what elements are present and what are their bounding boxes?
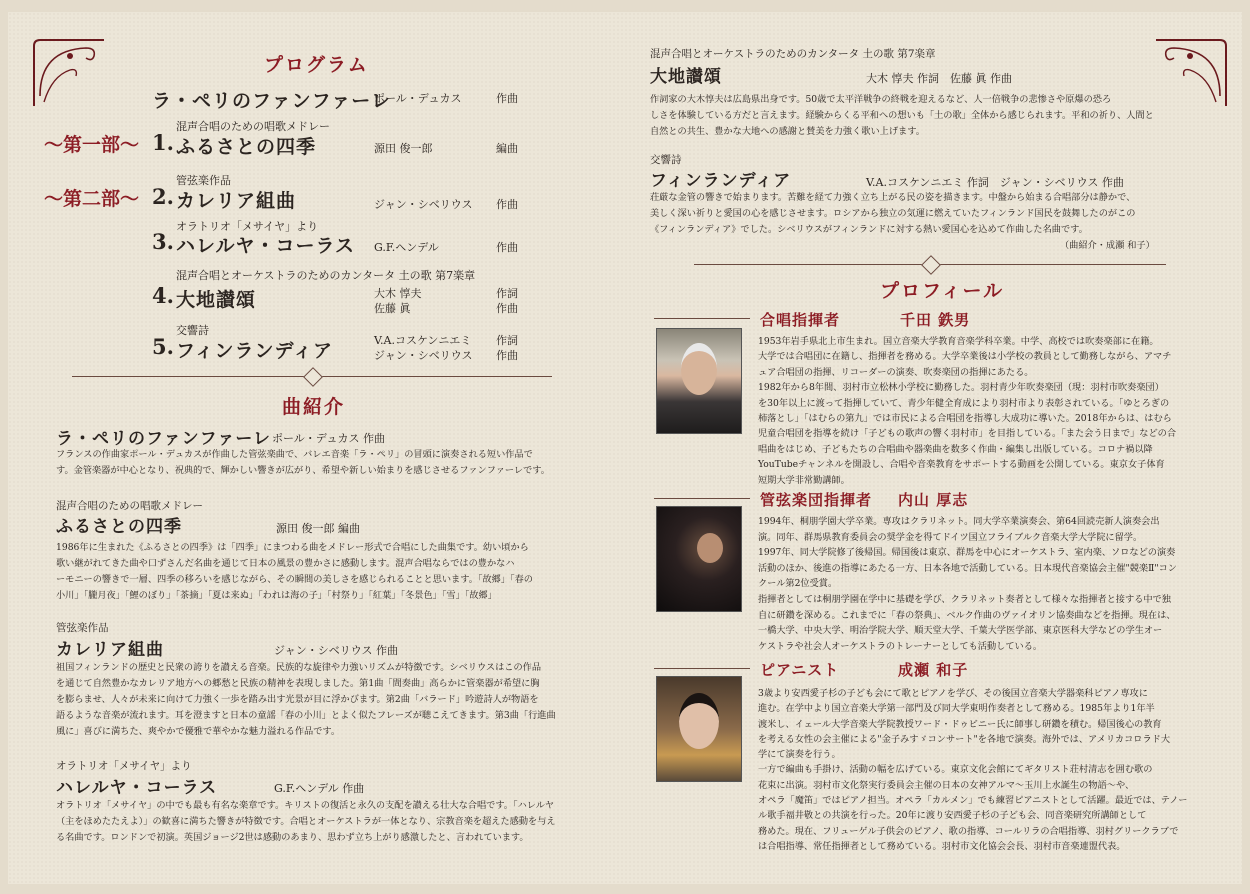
program-item-composer: V.A.コスケンニエミ [374, 334, 472, 347]
intro-piece-text: フランスの作曲家ポール・デュカスが作曲した管弦楽曲で、バレエ音楽「ラ・ペリ」の冒頭に演奏される短い作品で す。金管楽器が中心となり、祝典的で、輝かしい響きが広がり、希望や新しい始まりを感じさせるファンファーレです。 [56, 449, 550, 476]
intro-piece-text: 祖国フィンランドの歴史と民衆の誇りを讃える音楽。民族的な旋律や力強いリズムが特徴です。シベリウスはこの作品 を通じて自然豊かなカレリア地方への郷愁と民族の精神を表現しました。第1曲「間奏曲」高らかに管楽器が希望に胸 を膨らませ、人々が未来に向けて力強く一歩を踏み出す光景が目に浮かびます。第2曲「バラード」吟遊詩人が物語を 語るような音楽が流れます。耳を澄ますと日本の童謡「春の小川」とよく似たフレーズが聴こえてきます。第3曲「行進曲 風に」喜びに満ちた、爽やかで優雅で華やかな魅力溢れる作品です。 [56, 662, 556, 737]
profile-text: 1994年、桐朋学園大学卒業。専攻はクラリネット。同大学卒業演奏会、第64回読売新人演奏会出 演。同年、群馬県教育委員会の奨学金を得てドイツ国立フライブルク音楽大学大学院に留学。 1997年、同大学院修了後帰国。帰国後は東京、群馬を中心にオーケストラ、室内楽、ソロなどの演奏 活動のほか、後進の指導にあたる一方、日本各地で活動している。日本現代音楽協会主催"競楽Ⅱ"コン クール第2位受賞。 指揮者としては桐朋学園在学中に基礎を学び、クラリネット奏者として様々な指揮者と接する中で独 自に研鑽を深める。これまでに「春の祭典」、ベルク作曲のヴァイオリン協奏曲などを指揮。現在は、 一橋大学、中央大学、明治学院大学、順天堂大学、千葉大学医学部、東京医科大学などの学生オー ケストラや社会人オーケストラのトレーナーとしても活動している。 [758, 516, 1177, 652]
program-item-role: 編曲 [496, 142, 518, 155]
intro-piece-title: ふるさとの四季 [56, 517, 182, 537]
profile-name: 千田 鉄男 [900, 311, 971, 329]
intro-piece-sub: 交響詩 [650, 154, 682, 166]
profile-rule [654, 498, 750, 499]
program-item-num: 1. [152, 130, 174, 155]
conductor-photo [656, 328, 742, 434]
intro-piece-credit: 大木 惇夫 作詞 佐藤 眞 作曲 [866, 72, 1012, 85]
profile-role: 合唱指揮者 [760, 311, 841, 329]
program-item-composer: 源田 俊一郎 [374, 142, 433, 155]
program-item-sub: オラトリオ「メサイヤ」より [176, 220, 319, 233]
program-item-role: 作曲 [496, 198, 518, 211]
corner-ornament-top-left-icon [30, 36, 110, 111]
intro-piece-text: 1986年に生まれた《ふるさとの四季》は「四季」にまつわる曲をメドレー形式で合唱にした曲集です。幼い頃から 歌い継がれてきた曲や口ずさんだ名曲を通じて日本の風景の豊かさに感動します。混声合唱ならではの豊かなハ ーモニーの響きで一層、四季の移ろいを感じながら、その瞬間の美しさを感じられることと思います。「故郷」「春の 小川」「朧月夜」「鯉のぼり」「茶摘」「夏は来ぬ」「われは海の子」「村祭り」「紅葉」「冬景色」「雪」「故郷」 [56, 542, 533, 601]
intro-piece-text: オラトリオ「メサイヤ」の中でも最も有名な楽章です。キリストの復活と永久の支配を讃える壮大な合唱です。「ハレルヤ （主をほめたたえよ）」の歓喜に満ちた響きが特徴です。合唱とオーケストラが一体となり、宗教音楽を超えた感動を与え る名曲です。ロンドンで初演。英国ジョージ2世は感動のあまり、思わず立ち上がり感激したと、言われています。 [56, 800, 556, 843]
intro-piece-title: 大地讃頌 [650, 67, 722, 87]
profile-heading: プロフィール [880, 280, 1005, 302]
program-item-composer: G.F.ヘンデル [374, 241, 439, 254]
program-item-num: 4. [152, 283, 174, 308]
program-heading: プログラム [264, 54, 369, 76]
profile-text: 3歳より安西愛子杉の子ども会にて歌とピアノを学び、その後国立音楽大学器楽科ピアノ専攻に 進む。在学中より国立音楽大学第一部門及び同大学東明作奏者として務める。1985年より1年半 渡米し、イェール大学音楽大学院教授ワード・ドゥビニー氏に師事し研鑽を積む。帰国後心の教育 を考える女性の会主催による"金子みすゞコンサート"を各地で演奏。海外では、アメリカコロラド大 学にて演奏を行う。 一方で編曲も手掛け、活動の幅を広げている。東京文化会館にてギタリスト荘村清志を囲む歌の 花束に出演。羽村市文化祭実行委員会主催の日本の女神アルマ〜玉川上水誕生の物語〜や、 オペラ「魔笛」ではピアノ担当。オペラ「カルメン」でも練習ピアニストとして活躍。最近では、テノー ル歌手福井敬との共演を行った。20年に渡り安西愛子杉の子ども会、同音楽研究所講師として 務めた。現在、フリューゲル子供会のピアノ、歌の指導、コールリラの合唱指導、羽村グリークラブで は合唱指導、常任指揮者として務めている。羽村市文化協会会長、羽村市音楽連盟代表。 [758, 688, 1188, 852]
profile-role: 管弦楽団指揮者 [760, 491, 873, 509]
program-item-role2: 作曲 [496, 302, 518, 315]
profile-text: 1953年岩手県北上市生まれ。国立音楽大学教育音楽学科卒業。中学、高校では吹奏楽部に在籍。 大学では合唱団に在籍し、指揮者を務める。大学卒業後は小学校の教員として勤務しながら、アマチ ュア合唱団の指揮、リコーダーの演奏、吹奏楽団の指揮にあたる。 1982年から8年間、羽村市立松林小学校に勤務した。羽村青少年吹奏楽団（現：羽村市吹奏楽団） を30年以上に渡って指揮していて、青少年健全育成により羽村市より表彰されている。「ゆとろぎの 柿落とし」「はむらの第九」では市民による合唱団を指導し大成功に導いた。2018年からは、はむら 児童合唱団を指導を続け「子どもの歌声の響く羽村市」を目指している。「また会う日まで」などの合 唱曲をはじめ、子どもたちの合唱曲や器楽曲を数多く作曲・編集し出版している。コロナ禍以降 YouTubeチャンネルを開設し、合唱や音楽教育をサポートする動画を公開している。東京女子体育 短期大学非常勤講師。 [758, 336, 1177, 486]
program-item-role: 作詞 [496, 287, 518, 300]
intro-piece-credit: ジャン・シベリウス 作曲 [274, 644, 398, 657]
intro-piece-title: フィンランディア [650, 171, 792, 191]
intro-piece-sub: 管弦楽作品 [56, 622, 109, 634]
program-item-sub: 管弦楽作品 [176, 174, 231, 187]
intro-piece-credit: 源田 俊一郎 編曲 [276, 522, 360, 535]
program-item-title: ふるさとの四季 [176, 136, 317, 158]
intro-piece-text: 荘厳な金管の響きで始まります。苦難を経て力強く立ち上がる民の姿を描きます。中盤から始まる合唱部分は静かで、 美しく深い祈りと愛国の心を感じさせます。ロシアから独立の気運に燃えていたフィンランド国民を鼓舞したのがこの 《フィンランディア》でした。シベリウスがフィンランドに対する熱い愛国心を込めて作曲した名曲です。 [650, 192, 1136, 235]
intro-credit: （曲紹介・成瀬 和子） [1060, 240, 1155, 251]
intro-piece-sub: 混声合唱のための唱歌メドレー [56, 500, 203, 512]
program-item-num: 3. [152, 229, 174, 254]
intro-piece-text: 作詞家の大木惇夫は広島県出身です。50歳で太平洋戦争の終戦を迎えるなど、人一倍戦争の悲惨さや原爆の恐ろ しさを体験している方だと言えます。経験からくる平和への想いも「土の歌」全体から感じられます。平和の祈り、人間と 自然との共生、豊かな大地への感謝と賛美を力強く歌い上げます。 [650, 94, 1154, 137]
profile-name: 成瀬 和子 [898, 661, 969, 679]
pianist-photo [656, 676, 742, 782]
part-two-label: 〜第二部〜 [44, 188, 140, 210]
program-item-sub: 交響詩 [176, 324, 209, 337]
program-item-role: 作詞 [496, 334, 518, 347]
profile-name: 内山 厚志 [898, 491, 969, 509]
program-item-composer: ジャン・シベリウス [374, 198, 473, 211]
program-item-role2: 作曲 [496, 349, 518, 362]
program-item-title: ハレルヤ・コーラス [176, 235, 355, 257]
opener-composer: ポール・デュカス [374, 92, 462, 105]
profile-rule [654, 668, 750, 669]
profile-rule [654, 318, 750, 319]
program-item-title: 大地讃頌 [176, 289, 257, 311]
program-item-sub: 混声合唱のための唱歌メドレー [176, 120, 330, 133]
intro-piece-credit: G.F.ヘンデル 作曲 [274, 782, 365, 795]
program-item-sub: 混声合唱とオーケストラのためのカンタータ 土の歌 第7楽章 [176, 269, 476, 282]
intro-piece-credit: ポール・デュカス 作曲 [272, 432, 385, 445]
intro-piece-title: ラ・ペリのファンファーレ [56, 429, 271, 449]
intro-piece-title: ハレルヤ・コーラス [56, 778, 218, 798]
opener-title: ラ・ペリのファンファーレ [152, 90, 391, 112]
profile-role: ピアニスト [760, 661, 840, 679]
intro-heading: 曲紹介 [282, 396, 346, 418]
program-item-composer2: ジャン・シベリウス [374, 349, 473, 362]
intro-piece-credit: V.A.コスケンニエミ 作詞 ジャン・シベリウス 作曲 [866, 176, 1124, 189]
program-item-composer2: 佐藤 眞 [374, 302, 411, 315]
program-item-role: 作曲 [496, 241, 518, 254]
intro-piece-title: カレリア組曲 [56, 640, 164, 660]
intro-piece-sub: オラトリオ「メサイヤ」より [56, 760, 192, 772]
opener-role: 作曲 [496, 92, 518, 105]
program-item-composer: 大木 惇夫 [374, 287, 422, 300]
program-item-num: 5. [152, 334, 174, 359]
program-item-title: フィンランディア [176, 340, 333, 362]
intro-piece-sub: 混声合唱とオーケストラのためのカンタータ 土の歌 第7楽章 [650, 48, 936, 60]
program-item-title: カレリア組曲 [176, 190, 297, 212]
orchestra-conductor-photo [656, 506, 742, 612]
part-one-label: 〜第一部〜 [44, 134, 140, 156]
program-item-num: 2. [152, 184, 174, 209]
